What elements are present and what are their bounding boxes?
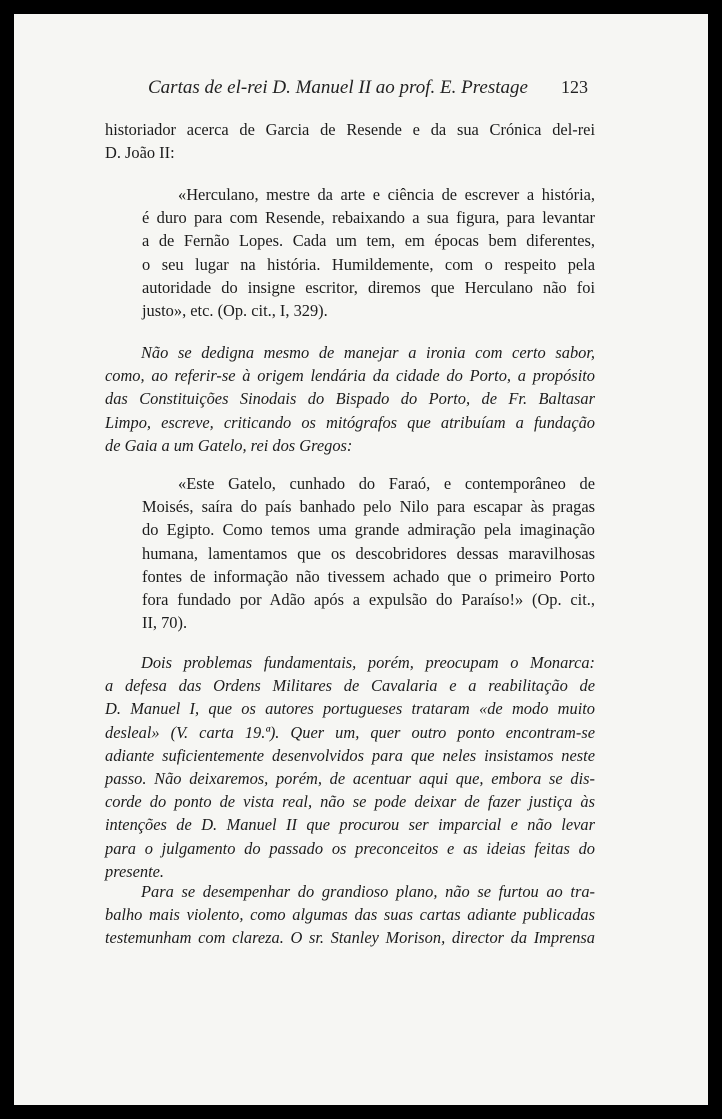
text-line: testemunham com clareza. O sr. Stanley Morison, director da Imprensa (105, 928, 595, 948)
text-line: é duro para com Resende, rebaixando a sua figura, para levantar (142, 208, 595, 228)
running-header (148, 77, 588, 99)
document-page (14, 14, 708, 1105)
text-line: das Constituições Sinodais do Bispado do Porto, de Fr. Baltasar (105, 389, 595, 409)
text-line: justo», etc. (Op. cit., I, 329). (142, 301, 328, 321)
text-line: intenções de D. Manuel II que procurou ser imparcial e não levar (105, 815, 595, 835)
text-line: autoridade do insigne escritor, diremos que Herculano não foi (142, 277, 595, 297)
text-line: passo. Não deixaremos, porém, de acentuar aqui que, embora se dis- (105, 769, 595, 789)
text-line: a defesa das Ordens Militares de Cavalaria e a reabilitação de (105, 676, 595, 696)
text-line: Não se dedigna mesmo de manejar a ironia com certo sabor, (141, 343, 595, 362)
text-line: fora fundado por Adão após a expulsão do Paraíso!» (Op. cit., (142, 590, 595, 610)
text-line: humana, lamentamos que os descobridores dessas maravilhosas (142, 543, 595, 563)
text-line: adiante suficientemente desenvolvidos para que neles insistamos neste (105, 745, 595, 765)
text-line: II, 70). (142, 613, 188, 633)
text-line: Moisés, saíra do país banhado pelo Nilo para escapar às pragas (142, 497, 595, 517)
text-line: D. João II: (105, 143, 175, 163)
paragraph-intro (105, 118, 595, 164)
text-line: a de Fernão Lopes. Cada um tem, em épocas bem diferentes, (142, 231, 595, 251)
paragraph-plan (105, 880, 595, 950)
text-line: historiador acerca de Garcia de Resende e da sua Crónica del-rei (105, 120, 595, 139)
running-title: Cartas de el-rei D. Manuel II ao prof. E. Prestage (148, 77, 528, 98)
text-line: Limpo, escreve, criticando os mitógrafos que atribuíam a fundação (105, 412, 595, 432)
text-line: D. Manuel I, que os autores portugueses trataram «de modo muito (105, 699, 595, 719)
text-line: o seu lugar na história. Humildemente, com o respeito pela (142, 254, 595, 274)
text-line: do Egipto. Como temos uma grande admiração pela imaginação (142, 520, 595, 540)
text-line: corde do ponto de vista real, não se pode deixar de fazer justiça às (105, 792, 595, 812)
text-line: Para se desempenhar do grandioso plano, não se furtou ao tra- (141, 882, 595, 901)
quote-herculano (142, 183, 595, 322)
text-line: desleal» (V. carta 19.ª). Quer um, quer outro ponto encontram-se (105, 722, 595, 742)
text-line: Dois problemas fundamentais, porém, preocupam o Monarca: (141, 653, 595, 672)
paragraph-irony (105, 341, 595, 457)
text-line: de Gaia a um Gatelo, rei dos Gregos: (105, 435, 353, 455)
text-line: para o julgamento do passado os preconceitos e as ideias feitas do (105, 838, 595, 858)
text-line: como, ao referir-se à origem lendária da cidade do Porto, a propósito (105, 366, 595, 386)
quote-gatelo (142, 472, 595, 634)
text-line: balho mais violento, como algumas das suas cartas adiante publicadas (105, 905, 595, 925)
text-line: «Herculano, mestre da arte e ciência de escrever a história, (178, 185, 595, 204)
page-number: 123 (561, 77, 588, 97)
paragraph-problems (105, 651, 595, 883)
text-line: presente. (105, 861, 165, 881)
text-line: «Este Gatelo, cunhado do Faraó, e contemporâneo de (178, 474, 595, 493)
text-line: fontes de informação não tivessem achado que o primeiro Porto (142, 566, 595, 586)
